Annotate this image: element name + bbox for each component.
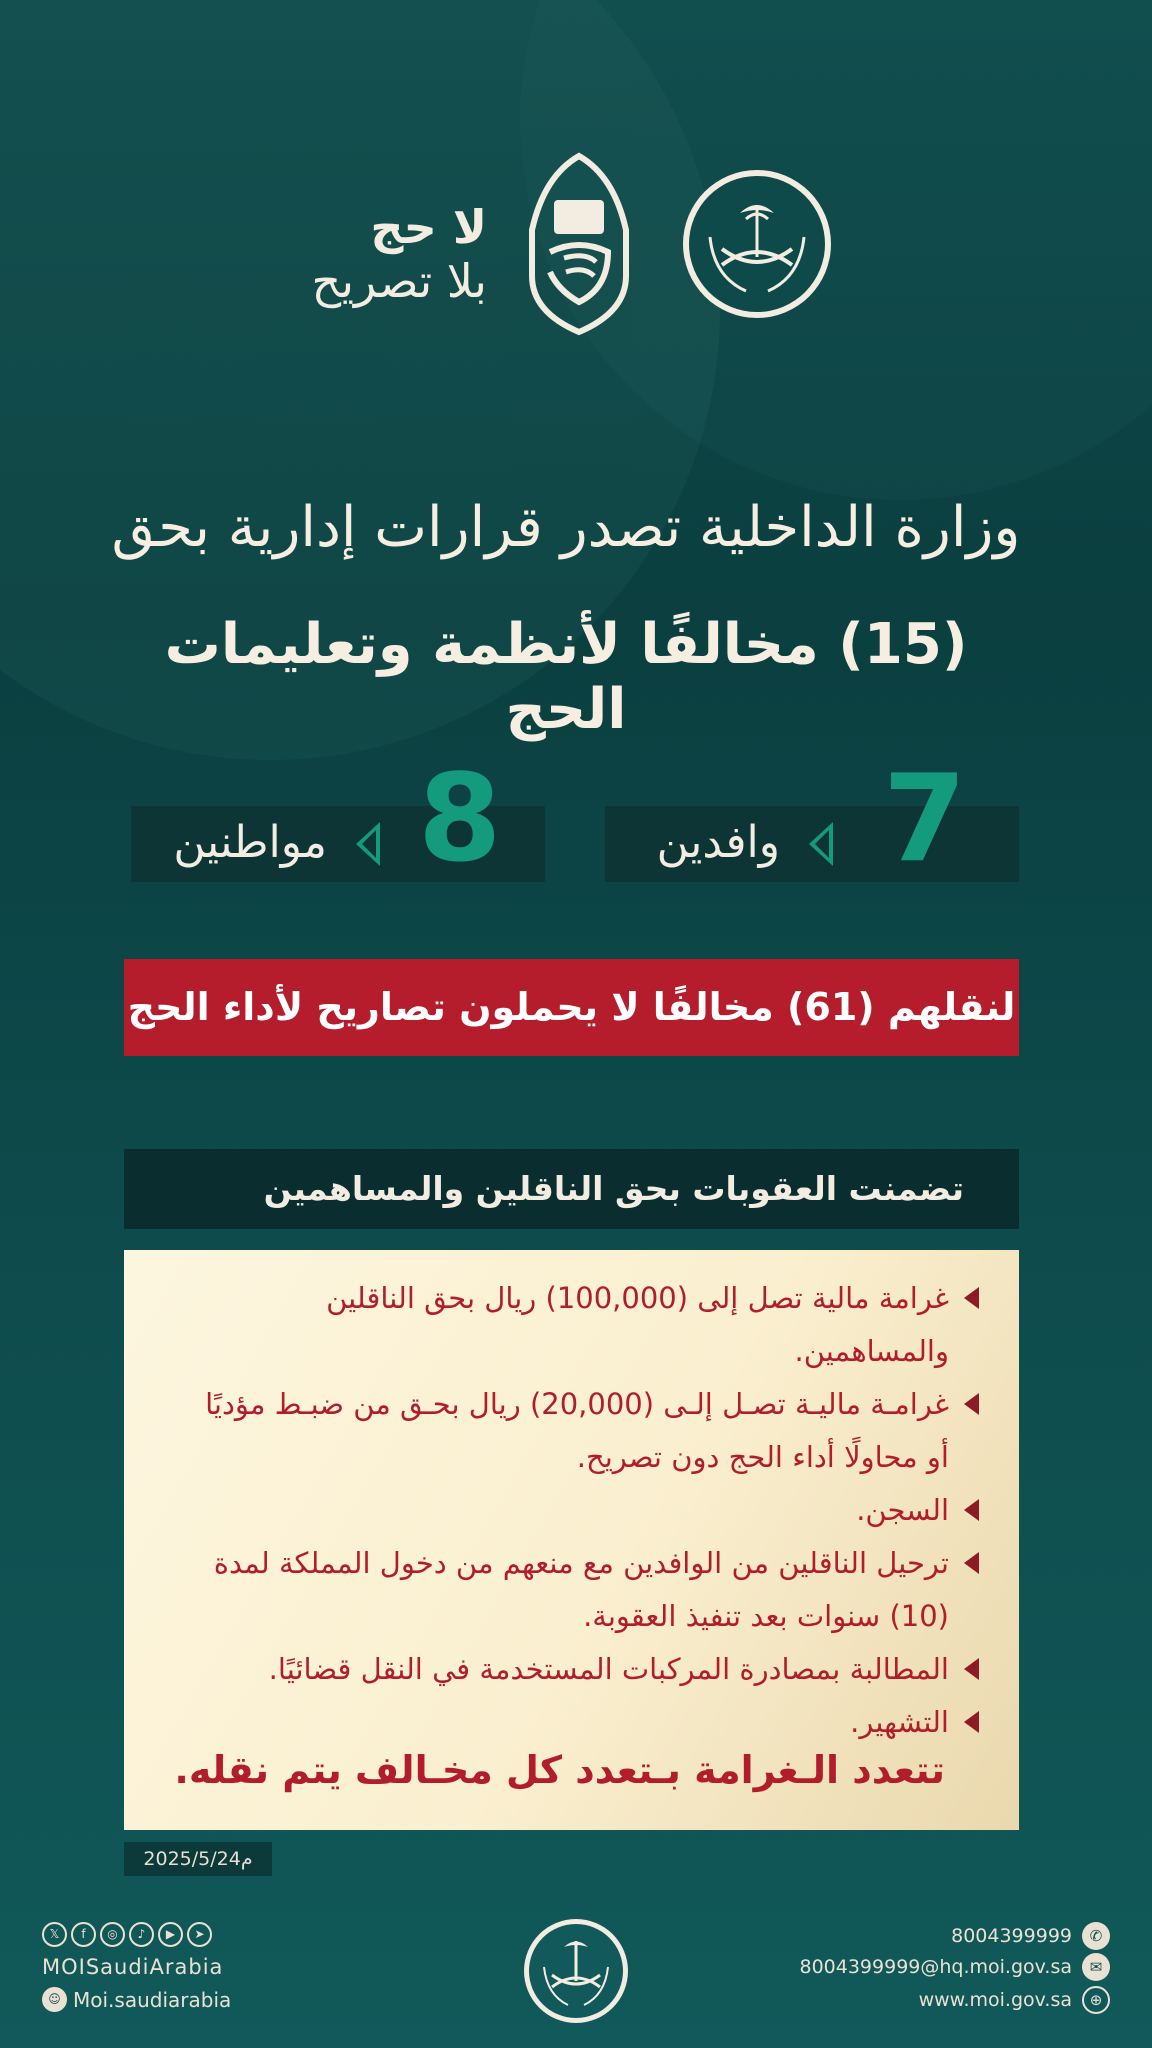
- violators-banner: لنقلهم (61) مخالفًا لا يحملون تصاريح لأداء الحج: [124, 959, 1019, 1056]
- penalties-heading: [124, 1149, 1019, 1229]
- snapchat-handle[interactable]: Moi.saudiarabia: [73, 1987, 232, 2012]
- penalty-item: [179, 1643, 979, 1696]
- bullet-triangle-icon: [964, 1711, 979, 1733]
- penalty-text: غرامـة ماليـة تصـل إلـى (20,000) ريال بحـق من ضبـط مؤديًا أو محاولًا أداء الحج دون تصريح.: [205, 1387, 949, 1474]
- penalties-closing: تتعدد الـغرامة بـتعدد كل مخـالف يتم نقله.: [174, 1748, 945, 1792]
- youtube-icon[interactable]: ▶: [158, 1922, 183, 1947]
- campaign-line1: لا حج: [370, 200, 487, 254]
- contact-website[interactable]: [919, 1986, 1110, 2014]
- social-handle[interactable]: MOISaudiArabia: [42, 1955, 224, 1979]
- penalties-card: [124, 1250, 1019, 1830]
- website-url[interactable]: www.moi.gov.sa: [918, 1989, 1072, 2011]
- bullet-triangle-icon: [964, 1393, 979, 1415]
- publish-date: 2025/5/24م: [124, 1842, 272, 1876]
- globe-icon: ⊕: [1082, 1986, 1110, 2014]
- snapchat-icon[interactable]: ☺: [42, 1987, 67, 2012]
- saudi-emblem-icon: [680, 167, 834, 321]
- contact-email[interactable]: [799, 1953, 1110, 1981]
- count-label-residents: وافدين: [656, 817, 780, 868]
- x-icon[interactable]: 𝕏: [42, 1922, 67, 1947]
- penalty-text: ترحيل الناقلين من الوافدين مع منعهم من دخول المملكة لمدة (10) سنوات بعد تنفيذ العقوبة.: [213, 1546, 949, 1633]
- tiktok-icon[interactable]: ♪: [129, 1922, 154, 1947]
- penalty-item: [179, 1484, 979, 1537]
- bullet-triangle-icon: [964, 1287, 979, 1309]
- count-number-citizens: 8: [418, 750, 502, 889]
- penalty-item: [179, 1537, 979, 1643]
- bullet-triangle-icon: [964, 1552, 979, 1574]
- triangle-marker-inner: [815, 830, 829, 858]
- triangle-marker-inner: [362, 830, 376, 858]
- phone-number[interactable]: 8004399999: [951, 1925, 1072, 1947]
- penalty-text: المطالبة بمصادرة المركبات المستخدمة في النقل قضائيًا.: [268, 1652, 949, 1686]
- contact-phone[interactable]: [951, 1922, 1110, 1950]
- social-icons: [42, 1922, 212, 1947]
- email-address[interactable]: 8004399999@hq.moi.gov.sa: [799, 1956, 1072, 1978]
- telegram-icon[interactable]: ➤: [187, 1922, 212, 1947]
- campaign-logo-text: [312, 200, 487, 308]
- penalty-text: التشهير.: [850, 1705, 949, 1739]
- headline-line1: وزارة الداخلية تصدر قرارات إدارية بحق: [111, 495, 1021, 560]
- facebook-icon[interactable]: f: [71, 1922, 96, 1947]
- penalty-item: [179, 1378, 979, 1484]
- headline-line2: (15) مخالفًا لأنظمة وتعليمات الحج: [164, 612, 968, 742]
- penalty-item: [179, 1272, 979, 1378]
- penalties-list: [179, 1272, 979, 1749]
- snapchat-handle-row: [42, 1987, 231, 2012]
- count-number-residents: 7: [883, 750, 967, 889]
- bullet-triangle-icon: [964, 1658, 979, 1680]
- hajj-campaign-logo-icon: [524, 152, 634, 336]
- email-icon: ✉: [1082, 1953, 1110, 1981]
- phone-icon: ✆: [1082, 1922, 1110, 1950]
- campaign-line2: بلا تصريح: [311, 254, 487, 308]
- saudi-emblem-footer-icon: [522, 1917, 630, 2025]
- penalty-item: [179, 1696, 979, 1749]
- penalties-heading-text: تضمنت العقوبات بحق الناقلين والمساهمين: [263, 1169, 964, 1208]
- bullet-triangle-icon: [964, 1499, 979, 1521]
- instagram-icon[interactable]: ◎: [100, 1922, 125, 1947]
- penalty-text: السجن.: [856, 1493, 949, 1527]
- count-label-citizens: مواطنين: [173, 817, 327, 868]
- penalty-text: غرامة مالية تصل إلى (100,000) ريال بحق الناقلين والمساهمين.: [326, 1281, 949, 1368]
